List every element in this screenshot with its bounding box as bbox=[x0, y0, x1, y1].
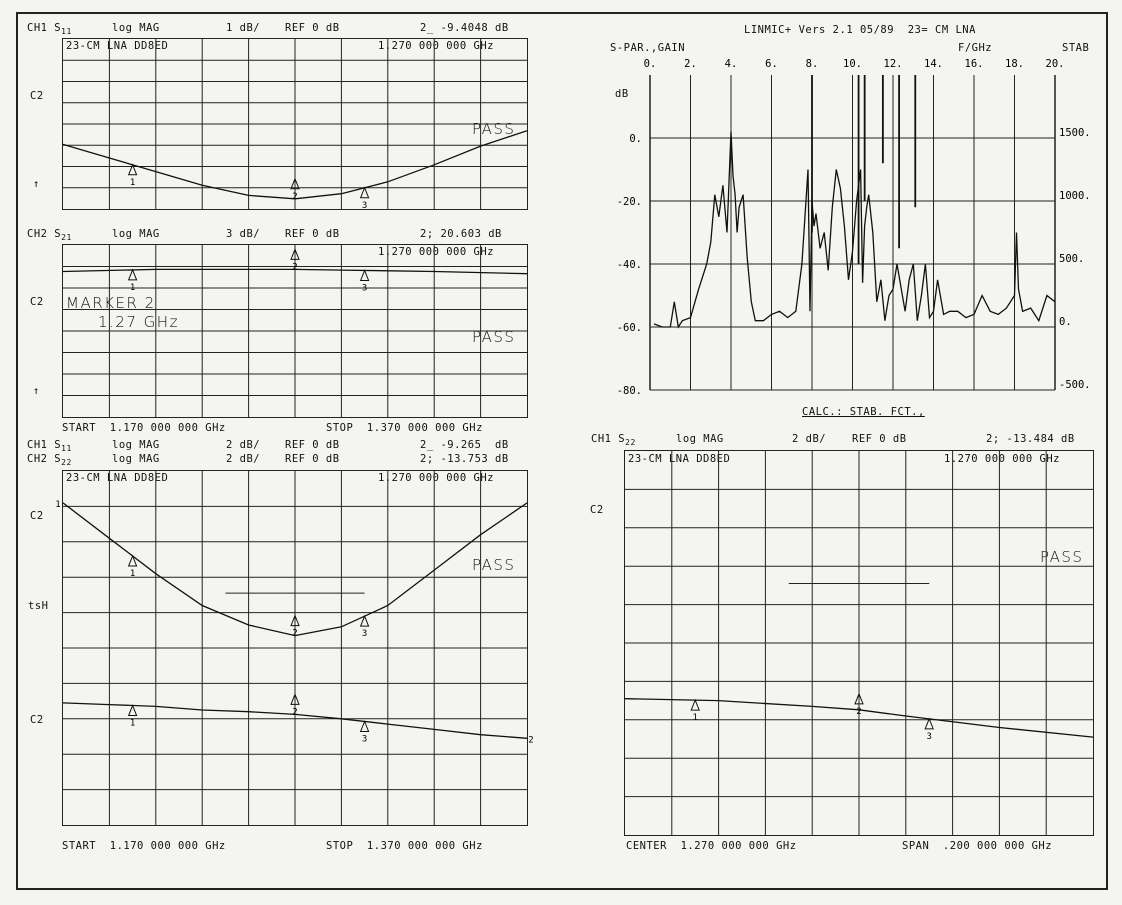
y-tick-label-right: -500. bbox=[1059, 379, 1091, 391]
s11-plot bbox=[62, 38, 528, 210]
x-tick-label: 12. bbox=[883, 58, 903, 70]
param-label: S bbox=[54, 453, 62, 465]
lt-pass: PASS bbox=[472, 120, 516, 138]
lt-scale: 1 dB/ bbox=[226, 22, 261, 34]
marker-number: 3 bbox=[361, 283, 368, 294]
plot-svg bbox=[55, 471, 534, 825]
y-tick-label-right: 1500. bbox=[1059, 127, 1091, 139]
edge-marker: 1 bbox=[55, 499, 61, 510]
rb-c2: C2 bbox=[590, 504, 604, 516]
lb-tsh: tsH bbox=[28, 600, 49, 612]
lb-readout1: 2_ -9.265 dB bbox=[420, 439, 509, 451]
lb-scale1: 2 dB/ bbox=[226, 439, 261, 451]
lb-freq: 1.270 000 000 GHz bbox=[378, 472, 494, 484]
lm-stop: STOP 1.370 000 000 GHz bbox=[326, 422, 483, 434]
x-tick-label: 10. bbox=[843, 58, 862, 70]
linmic-yunit: dB bbox=[615, 88, 629, 100]
lm-readout: 2; 20.603 dB bbox=[420, 228, 502, 240]
y-tick-label-left: 0. bbox=[629, 133, 642, 145]
lb-start: START 1.170 000 000 GHz bbox=[62, 840, 226, 852]
y-tick-label-right: 0. bbox=[1059, 316, 1072, 328]
param-sub: 11 bbox=[61, 444, 72, 453]
lt-title: 23-CM LNA DD8ED bbox=[66, 40, 169, 52]
marker-number: 2 bbox=[292, 628, 298, 639]
marker-number: 2 bbox=[292, 707, 298, 718]
x-tick-label: 18. bbox=[1005, 58, 1024, 70]
marker-triangle bbox=[361, 270, 369, 280]
edge-marker: 2 bbox=[528, 735, 534, 746]
param-sub: 21 bbox=[61, 233, 72, 242]
lb-title: 23-CM LNA DD8ED bbox=[66, 472, 169, 484]
lt-arrow: ↑ bbox=[33, 178, 40, 190]
lb-readout2: 2; -13.753 dB bbox=[420, 453, 509, 465]
y-tick-label-left: -40. bbox=[616, 259, 642, 271]
linmic-footer: CALC.: STAB. FCT., bbox=[802, 406, 925, 418]
channel-label: CH2 bbox=[27, 453, 48, 465]
lm-freq: 1.270 000 000 GHz bbox=[378, 246, 494, 258]
param-label: S bbox=[54, 439, 62, 451]
x-tick-label: 14. bbox=[924, 58, 943, 70]
linmic-svg bbox=[600, 55, 1100, 400]
s21-plot bbox=[62, 244, 528, 418]
lb-c2b: C2 bbox=[30, 714, 44, 726]
linmic-xlabel: F/GHz bbox=[958, 42, 993, 54]
param-sub: 22 bbox=[625, 438, 636, 447]
lm-start: START 1.170 000 000 GHz bbox=[62, 422, 226, 434]
marker-triangle bbox=[691, 700, 699, 710]
param-sub: 22 bbox=[61, 458, 72, 467]
marker-number: 1 bbox=[129, 177, 136, 188]
lm-c2: C2 bbox=[30, 296, 44, 308]
param-label: S bbox=[54, 22, 62, 34]
marker-number: 2 bbox=[292, 191, 298, 202]
lm-format: log MAG bbox=[112, 228, 160, 240]
rb-freq: 1.270 000 000 GHz bbox=[944, 453, 1060, 465]
param-label: S bbox=[54, 228, 62, 240]
y-tick-label-left: -80. bbox=[616, 385, 642, 397]
marker-number: 3 bbox=[361, 734, 368, 745]
marker-number: 3 bbox=[361, 200, 368, 211]
channel-label: CH1 bbox=[27, 22, 48, 34]
param-label: S bbox=[618, 433, 626, 445]
linmic-right-label: STAB bbox=[1062, 42, 1090, 54]
rb-pass: PASS bbox=[1040, 548, 1084, 566]
lm-pass: PASS bbox=[472, 328, 516, 346]
x-tick-label: 20. bbox=[1045, 58, 1065, 70]
rb-scale: 2 dB/ bbox=[792, 433, 827, 445]
lb-stop: STOP 1.370 000 000 GHz bbox=[326, 840, 483, 852]
lb-format2: log MAG bbox=[112, 453, 160, 465]
y-tick-label-left: -60. bbox=[616, 322, 642, 334]
marker-triangle bbox=[361, 188, 369, 198]
x-tick-label: 0. bbox=[643, 58, 657, 70]
lb-format1: log MAG bbox=[112, 439, 160, 451]
rb-title: 23-CM LNA DD8ED bbox=[628, 453, 731, 465]
lt-ref: REF 0 dB bbox=[285, 22, 340, 34]
plot-svg bbox=[63, 245, 527, 417]
rb-readout: 2; -13.484 dB bbox=[986, 433, 1075, 445]
x-tick-label: 4. bbox=[724, 58, 738, 70]
plot-svg bbox=[63, 39, 527, 209]
x-tick-label: 16. bbox=[964, 58, 984, 70]
marker-triangle bbox=[925, 719, 933, 729]
linmic-left-label: S-PAR.,GAIN bbox=[610, 42, 686, 54]
lm-scale: 3 dB/ bbox=[226, 228, 261, 240]
marker-triangle bbox=[129, 706, 137, 716]
lt-c2: C2 bbox=[30, 90, 44, 102]
s11-s22-plot bbox=[55, 470, 534, 826]
marker-triangle bbox=[129, 270, 137, 280]
marker-number: 1 bbox=[129, 568, 136, 579]
y-tick-label-right: 1000. bbox=[1059, 190, 1091, 202]
lb-pass: PASS bbox=[472, 556, 516, 574]
channel-label: CH1 bbox=[591, 433, 612, 445]
lt-format: log MAG bbox=[112, 22, 160, 34]
marker-number: 3 bbox=[926, 731, 932, 742]
marker-label-1: MARKER 2 bbox=[66, 294, 156, 312]
lb-ref2: REF 0 dB bbox=[285, 453, 340, 465]
rb-center: CENTER 1.270 000 000 GHz bbox=[626, 840, 797, 852]
lb-ref1: REF 0 dB bbox=[285, 439, 340, 451]
x-tick-label: 2. bbox=[684, 58, 697, 70]
marker-number: 1 bbox=[129, 718, 136, 729]
rb-format: log MAG bbox=[676, 433, 724, 445]
marker-number: 1 bbox=[129, 282, 136, 293]
lb-scale2: 2 dB/ bbox=[226, 453, 261, 465]
rb-ref: REF 0 dB bbox=[852, 433, 907, 445]
x-tick-label: 6. bbox=[765, 58, 778, 70]
channel-label: CH2 bbox=[27, 228, 48, 240]
s22-plot bbox=[624, 450, 1094, 836]
plot-svg bbox=[625, 451, 1093, 835]
marker-number: 2 bbox=[856, 706, 862, 717]
gain-trace bbox=[654, 132, 1055, 327]
lb-c2a: C2 bbox=[30, 510, 44, 522]
param-sub: 11 bbox=[61, 27, 72, 36]
y-tick-label-left: -20. bbox=[616, 196, 642, 208]
lm-arrow: ↑ bbox=[33, 385, 40, 397]
lt-readout: 2_ -9.4048 dB bbox=[420, 22, 509, 34]
y-tick-label-right: 500. bbox=[1059, 253, 1085, 265]
marker-number: 1 bbox=[692, 713, 698, 724]
lt-freq: 1.270 000 000 GHz bbox=[378, 40, 494, 52]
lt-header bbox=[27, 22, 72, 35]
marker-triangle bbox=[361, 721, 369, 731]
marker-number: 3 bbox=[361, 629, 368, 640]
linmic-chart bbox=[600, 55, 1100, 400]
lm-ref: REF 0 dB bbox=[285, 228, 340, 240]
rb-span: SPAN .200 000 000 GHz bbox=[902, 840, 1053, 852]
marker-label-2: 1.27 GHz bbox=[98, 313, 179, 331]
marker-number: 2 bbox=[292, 262, 298, 273]
channel-label: CH1 bbox=[27, 439, 48, 451]
linmic-header: LINMIC+ Vers 2.1 05/89 23= CM LNA bbox=[744, 24, 976, 36]
x-tick-label: 8. bbox=[805, 58, 819, 70]
